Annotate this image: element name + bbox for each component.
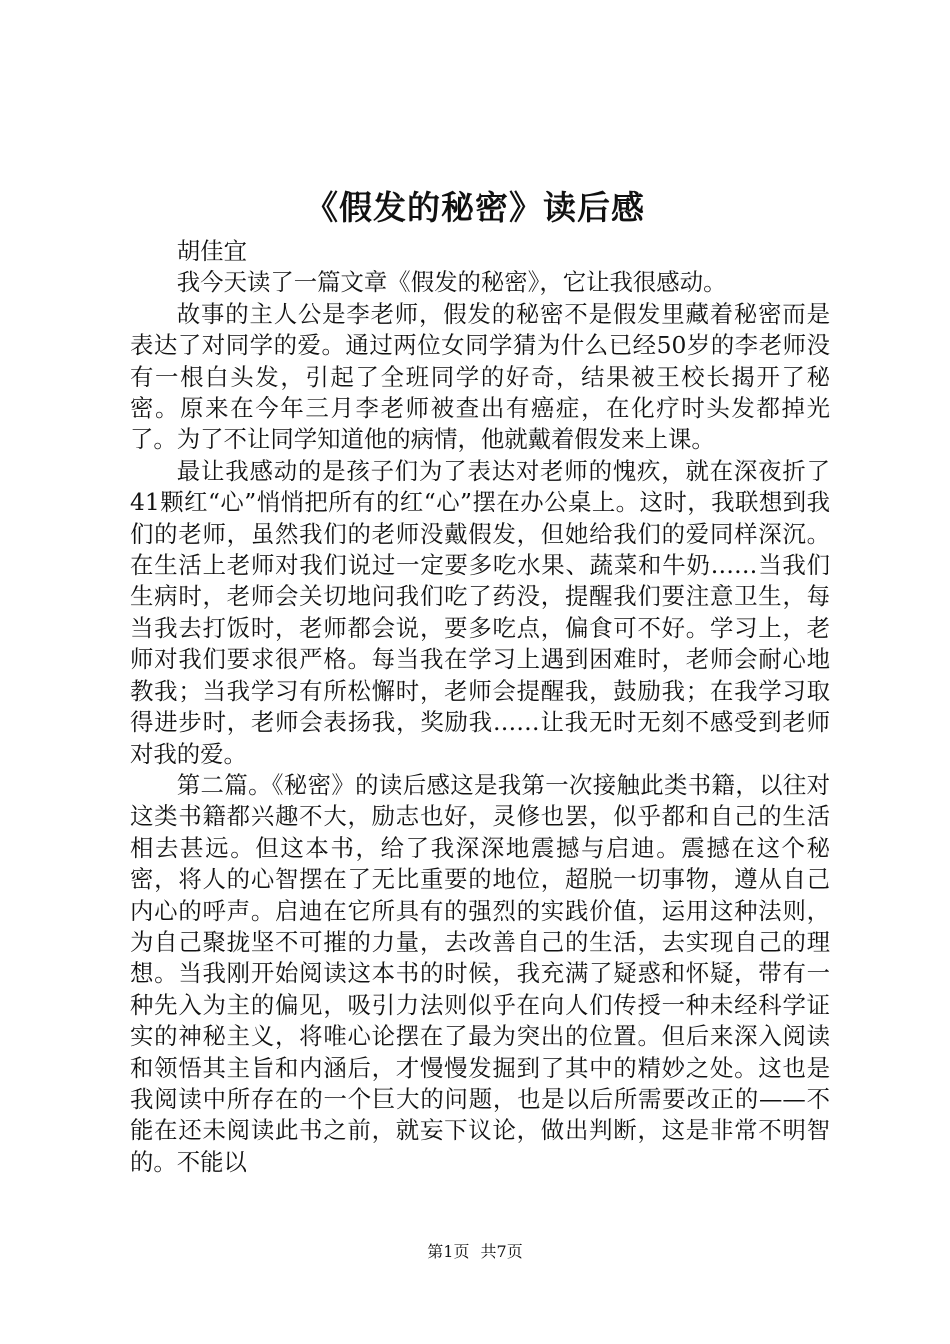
page-total: 共7页 — [480, 1242, 523, 1261]
paragraph: 故事的主人公是李老师，假发的秘密不是假发里藏着秘密而是表达了对同学的爱。通过两位女同学猜为什么已经50岁的李老师没有一根白头发，引起了全班同学的好奇，结果被王校长揭开了秘密。原来在今年三月李老师被查出有癌症，在化疗时头发都掉光了。为了不让同学知道他的病情，他就戴着假发来上课。 — [130, 299, 830, 454]
author-name: 胡佳宜 — [176, 237, 247, 265]
paragraph: 最让我感动的是孩子们为了表达对老师的愧疚，就在深夜折了41颗红“心”悄悄把所有的红“心”摆在办公桌上。这时，我联想到我们的老师，虽然我们的老师没戴假发，但她给我们的爱同样深沉。在生活上老师对我们说过一定要多吃水果、蔬菜和牛奶……当我们生病时，老师会关切地问我们吃了药没，提醒我们要注意卫生，每当我去打饭时，老师都会说，要多吃点，偏食可不好。学习上，老师对我们要求很严格。每当我在学习上遇到困难时，老师会耐心地教我；当我学习有所松懈时，老师会提醒我，鼓励我；在我学习取得进步时，老师会表扬我，奖励我……让我无时无刻不感受到老师对我的爱。 — [130, 456, 830, 768]
document-title: 《假发的秘密》读后感 — [305, 188, 645, 227]
page-number: 第1页 — [427, 1242, 470, 1261]
paragraph: 第二篇。《秘密》的读后感这是我第一次接触此类书籍，以往对这类书籍都兴趣不大，励志也好，灵修也罢，似乎都和自己的生活相去甚远。但这本书，给了我深深地震撼与启迪。震撼在这个秘密，将人的心智摆在了无比重要的地位，超脱一切事物，遵从自己内心的呼声。启迪在它所具有的强烈的实践价值，运用这种法则，为自己聚拢坚不可摧的力量，去改善自己的生活，去实现自己的理想。当我刚开始阅读这本书的时候，我充满了疑惑和怀疑，带有一种先入为主的偏见，吸引力法则似乎在向人们传授一种未经科学证实的神秘主义，将唯心论摆在了最为突出的位置。但后来深入阅读和领悟其主旨和内涵后，才慢慢发掘到了其中的精妙之处。这也是我阅读中所存在的一个巨大的问题，也是以后所需要改正的——不能在还未阅读此书之前，就妄下议论，做出判断，这是非常不明智的。不能以 — [130, 770, 830, 1176]
document-body — [130, 236, 830, 1178]
page-footer — [0, 1240, 950, 1264]
paragraph: 我今天读了一篇文章《假发的秘密》，它让我很感动。 — [176, 268, 727, 297]
